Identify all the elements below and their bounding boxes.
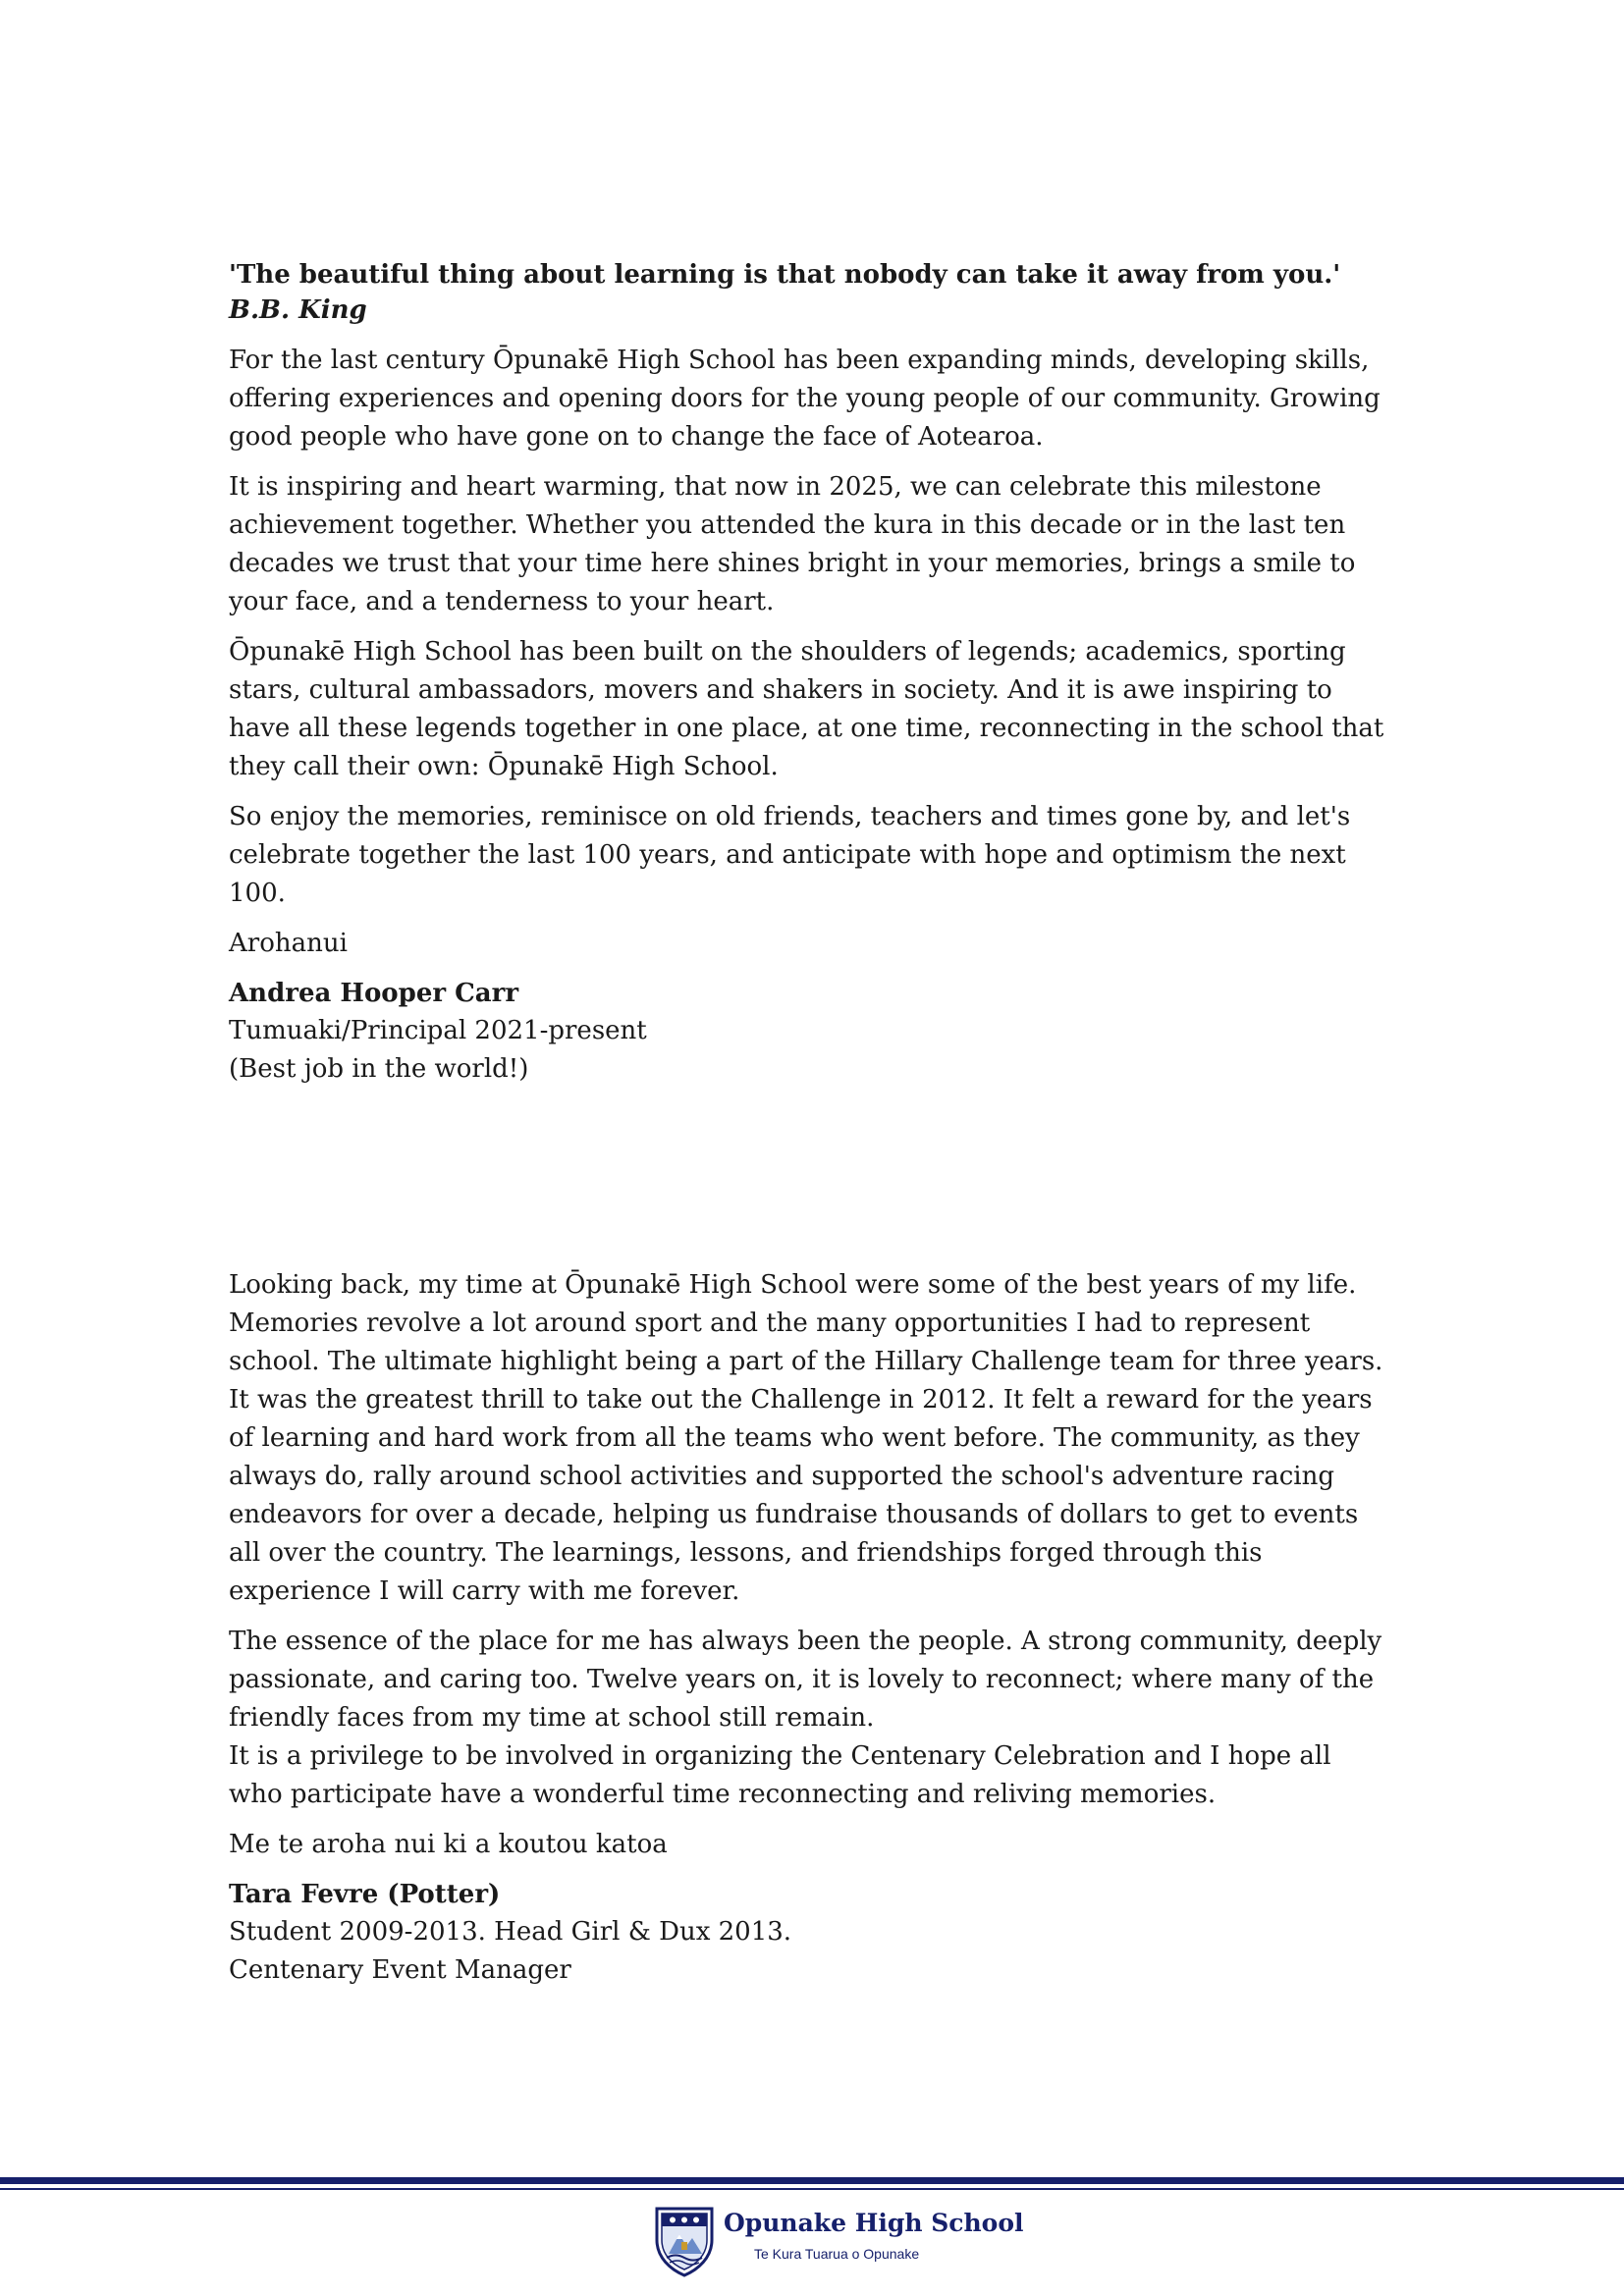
principal-paragraph-3: Ōpunakē High School has been built on the shoulders of legends; academics, sporting stars, cultural ambassadors, movers and shakers in society. And it is awe inspiring to have all these legends together in one place, at one time, reconnecting in the school that they call their own: Ōpunakē High School. <box>229 637 1384 781</box>
manager-paragraph-2: The essence of the place for me has always been the people. A strong community, deeply passionate, and caring too. Twelve years on, it is lovely to reconnect; where many of the friendly faces from my time at school still remain. <box>229 1627 1382 1733</box>
manager-signature-role: Centenary Event Manager <box>229 1955 571 1985</box>
principal-closing: Arohanui <box>229 929 348 958</box>
opening-quote: 'The beautiful thing about learning is that nobody can take it away from you.' <box>229 260 1341 290</box>
quote-author: B.B. King <box>229 295 367 325</box>
school-logo <box>653 2203 1024 2271</box>
principal-signature-note: (Best job in the world!) <box>229 1054 529 1084</box>
manager-closing: Me te aroha nui ki a koutou katoa <box>229 1830 668 1859</box>
manager-paragraph-3: It is a privilege to be involved in organizing the Centenary Celebration and I hope all who participate have a wonderful time reconnecting and reliving memories. <box>229 1741 1331 1809</box>
footer-divider <box>0 2177 1624 2184</box>
principal-letter <box>229 257 1387 1089</box>
principal-paragraph-1: For the last century Ōpunakē High School has been expanding minds, developing skills, offering experiences and opening doors for the young people of our community. Growing good people who have gone on to change the face of Aotearoa. <box>229 346 1380 452</box>
school-motto: Te Kura Tuarua o Opunake <box>754 2246 920 2262</box>
principal-paragraph-4: So enjoy the memories, reminisce on old friends, teachers and times gone by, and let's celebrate together the last 100 years, and anticipate with hope and optimism the next 100. <box>229 802 1351 908</box>
principal-paragraph-2: It is inspiring and heart warming, that now in 2025, we can celebrate this milestone achievement together. Whether you attended the kura in this decade or in the last ten decades we trust that your time here shines bright in your memories, brings a smile to your face, and a tenderness to your heart. <box>229 472 1356 616</box>
manager-signature-title: Student 2009-2013. Head Girl & Dux 2013. <box>229 1917 792 1947</box>
school-crest-icon <box>653 2203 716 2277</box>
manager-paragraph-1: Looking back, my time at Ōpunakē High School were some of the best years of my life. Memories revolve a lot around sport and the many opportunities I had to represent school. The ultimate highlight being a part of the Hillary Challenge team for three years. It was the greatest thrill to take out the Challenge in 2012. It felt a reward for the years of learning and hard work from all the teams who went before. The community, as they always do, rally around school activities and supported the school's adventure racing endeavors for over a decade, helping us fundraise thousands of dollars to get to events all over the country. The learnings, lessons, and friendships forged through this experience I will carry with me forever. <box>229 1270 1383 1606</box>
school-name: Opunake High School <box>724 2209 1024 2237</box>
event-manager-letter <box>229 1266 1387 1990</box>
manager-signature-name: Tara Fevre (Potter) <box>229 1880 501 1909</box>
principal-signature-name: Andrea Hooper Carr <box>229 979 519 1008</box>
footer-divider-thin <box>0 2188 1624 2190</box>
principal-signature-title: Tumuaki/Principal 2021-present <box>229 1016 647 1045</box>
